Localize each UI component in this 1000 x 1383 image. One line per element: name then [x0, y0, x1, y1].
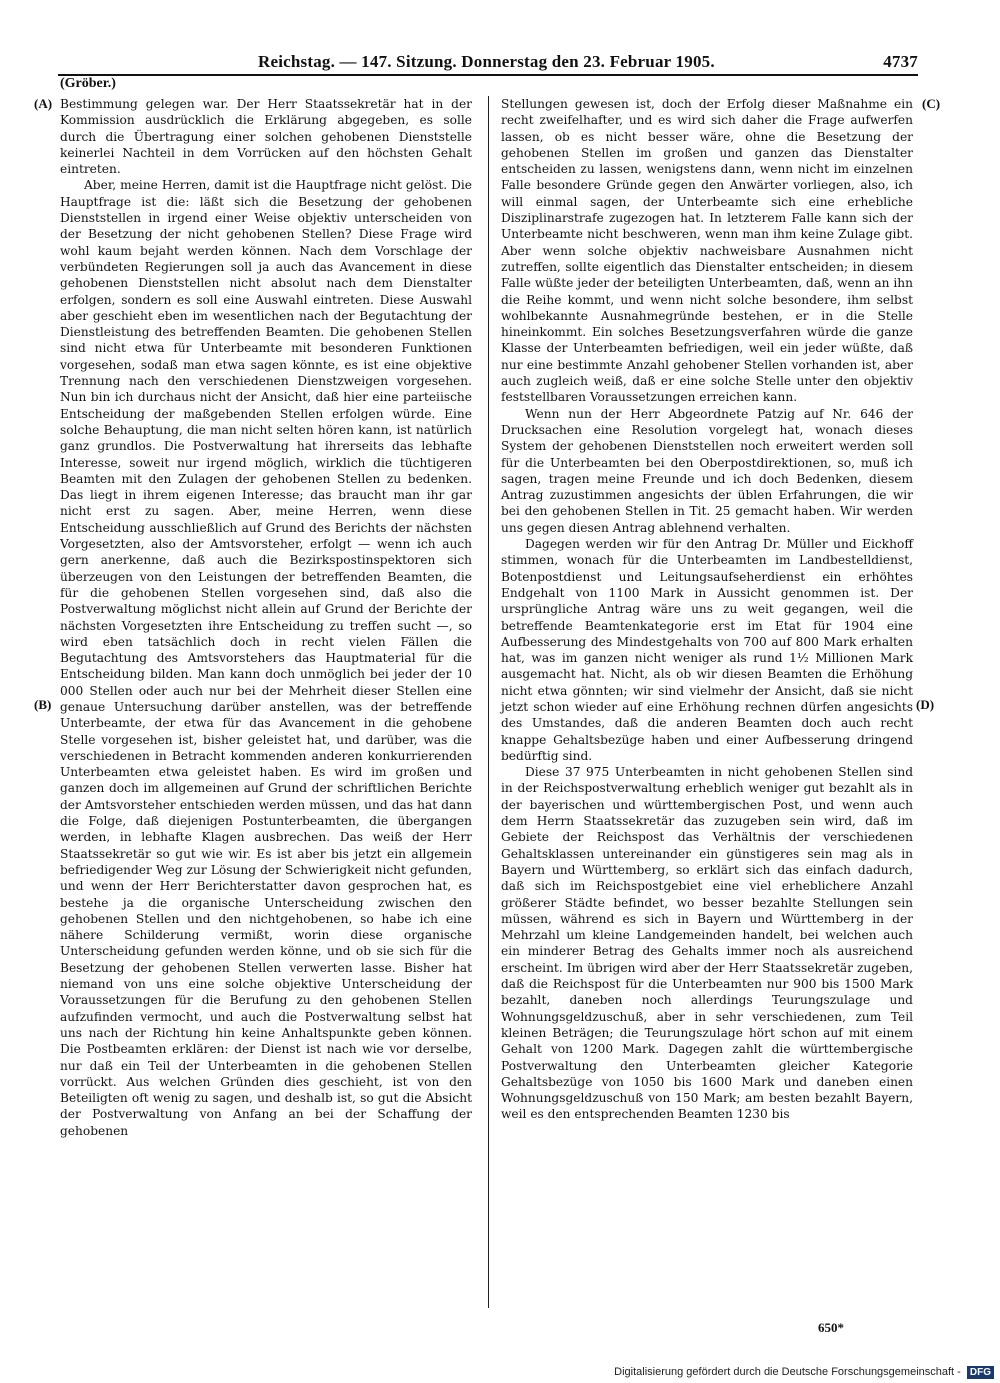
margin-mark-a: (A): [34, 96, 53, 111]
dfg-logo: DFG: [967, 1366, 994, 1379]
margin-mark-b: (B): [34, 697, 52, 712]
right-paragraph-2: Wenn nun der Herr Abgeordnete Patzig auf Nr. 646 der Drucksachen eine Resolution vorgelegt hat, wonach dieses System der gehobenen Dienststellen noch erweitert werden soll für die Unterbeamten bei den Oberpostdirektionen, so, muß ich sagen, tragen meine Freunde und ich doch Bedenken, diesem Antrag zuzustimmen angesichts der üblen Erfahrungen, die wir bei den gehobenen Stellen in Tit. 25 gemacht haben. Wir werden uns gegen diesen Antrag ablehnend verhalten.: [501, 406, 913, 535]
page-header: [58, 52, 918, 74]
right-paragraph-4: Diese 37 975 Unterbeamten in nicht gehobenen Stellen sind in der Reichspostverwaltung erheblich weniger gut bezahlt als in der bayerischen und württembergischen Post, und wenn auch dem Herrn Staatssekretär das zuzugeben sein wird, daß im Gebiete der Reichspost das Verhältnis der verschiedenen Gehaltsklassen untereinander ein günstigeres sein mag als in Bayern und Württemberg, so erklärt sich das einfach dadurch, daß sich im Reichspostgebiet eine viel erheblichere Anzahl größerer Städte befindet, wo besser bezahlte Stellungen sein müssen, während es sich in Bayern und Württemberg in der Mehrzahl um kleine Landgemeinden handelt, bei welchen auch ein minderer Betrag des Gehalts immer noch als ausreichend erscheint. Im übrigen wird aber der Herr Staatssekretär zugeben, daß die Reichspost für die Unterbeamten nur 900 bis 1500 Mark bezahlt, daneben noch allerdings Teurungszulage und Wohnungsgeldzuschuß, aber in sehr verschiedenen, zum Teil kleinen Beträgen; die Teurungszulage hört schon auf mit einem Gehalt von 1200 Mark. Dagegen zahlt die württembergische Postverwaltung den Unterbeamten gleicher Kategorie Gehaltsbezüge von 1050 bis 1600 Mark und daneben einen Wohnungsgeldzuschuß von 150 Mark; am besten bezahlt Bayern, weil es den entsprechenden Beamten 1230 bis: [501, 765, 913, 1122]
signature-mark: 650*: [818, 1320, 844, 1335]
right-paragraph-1: Stellungen gewesen ist, doch der Erfolg dieser Maßnahme ein recht zweifelhafter, und es wird sich daher die Frage aufwerfen lassen, ob es nicht besser wäre, ohne die Besetzung der gehobenen Stellen im großen und ganzen das Dienstalter entscheiden zu lassen, wenigstens dann, wenn nicht im einzelnen Falle besondere Gründe gegen den Anwärter vorliegen, also, ich will einmal sagen, der Unterbeamte sich eine erhebliche Disziplinarstrafe zugezogen hat. In letzterem Falle kann sich der Unterbeamte nicht beschweren, wenn man ihm keine Zulage gibt. Aber wenn solche objektiv nachweisbare Ausnahmen nicht zutreffen, sollte eigentlich das Dienstalter entscheiden; in diesem Falle wüßte jeder der beteiligten Unterbeamten, daß, wenn an ihn die Reihe kommt, und wenn nicht solche besondere, ihm selbst wohlbekannte Ausnahmegründe bestehen, er in die Stelle hineinkommt. Ein solches Besetzungsverfahren würde die ganze Klasse der Unterbeamten befriedigen, weil ein jeder wüßte, daß nur eine bestimmte Anzahl gehobener Stellen vorhanden ist, aber auch zugleich weiß, daß er eine solche Stelle unter den objektiv feststellbaren Voraussetzungen erreichen kann.: [501, 97, 913, 405]
right-column: [501, 96, 913, 1123]
left-paragraph-2: Aber, meine Herren, damit ist die Hauptfrage nicht gelöst. Die Hauptfrage ist die: läßt sich die Besetzung der gehobenen Dienststellen in irgend einer Weise objektiv unterscheiden von der Besetzung der nicht gehobenen Stellen? Diese Frage wird wohl kaum bejaht werden können. Nach dem Vorschlage der verbündeten Regierungen soll ja auch das Avancement in diese gehobenen Dienststellen nicht absolut nach dem Dienstalter erfolgen, sondern es soll eine Auswahl eintreten. Diese Auswahl aber geschieht eben im wesentlichen nach der Begutachtung der Dienstleistung des betreffenden Beamten. Die gehobenen Stellen sind nicht etwa für Unterbeamte mit besonderen Funktionen vorgesehen, sodaß man etwa sagen könnte, es ist eine objektive Trennung nach den verschiedenen Dienstzweigen vorgesehen. Nun bin ich durchaus nicht der Ansicht, daß hier eine parteiische Entscheidung der maßgebenden Stellen erfolgen würde. Eine solche Behauptung, die man nicht selten hören kann, ist natürlich ganz grundlos. Die Postverwaltung hat ihrerseits das lebhafte Interesse, soweit nur irgend möglich, wirklich die tüchtigeren Beamten mit den Zulagen der gehobenen Stellen zu bedenken. Das liegt in ihrem eigenen Interesse; das braucht man ihr gar nicht erst zu sagen. Aber, meine Herren, wenn diese Entscheidung ausschließlich auf Grund des Berichts der nächsten Vorgesetzten, also der Amtsvorsteher, erfolgt — wenn ich auch gern anerkenne, daß auch die Bezirkspostinspektoren sich überzeugen von den Leistungen der betreffenden Beamten, die für die gehobenen Stellen vorgesehen sind, daß also die Postverwaltung möglichst nicht allein auf Grund der Berichte der nächsten Vorgesetzten ihre Entscheidung zu treffen sucht —, so wird eben tatsächlich doch in recht vielen Fällen die Begutachtung des Amtsvorstehers das Hauptmaterial für die Entscheidung bilden. Man kann doch unmöglich bei jeder der 10 000 Stellen oder auch nur bei der Mehrheit dieser Stellen eine genaue Untersuchung darüber anstellen, was der betreffende Unterbeamte, der etwa für das Avancement in die gehobene Stelle vorgesehen ist, bisher geleistet hat, und darüber, was die verschiedenen in Betracht kommenden anderen konkurrierenden Unterbeamten etwa geleistet haben. Es wird im großen und ganzen doch im allgemeinen auf Grund der schriftlichen Berichte der Amtsvorsteher entschieden werden müssen, und das hat dann die Folge, daß diejenigen Postunterbeamten, die übergangen werden, in lebhafte Klagen ausbrechen. Das weiß der Herr Staatssekretär so gut wie wir. Es ist aber bis jetzt ein allgemein befriedigender Weg zur Lösung der Schwierigkeit nicht gefunden, und wenn der Herr Berichterstatter davon gesprochen hat, es bestehe ja die organische Unterscheidung zwischen den gehobenen Stellen und den nichtgehobenen, so habe ich eine nähere Schilderung vermißt, worin diese organische Unterscheidung gefunden werden könne, und ob sie sich für die Besetzung der gehobenen Stellen verwerten lasse. Bisher hat niemand von uns eine solche objektive Unterscheidung der Voraussetzungen für die Berufung zu den gehobenen Stellen aufzufinden vermocht, und auch die Postverwaltung selbst hat uns nach der Richtung hin keine Anhaltspunkte geben können. Die Postbeamten erklären: der Dienst ist nach wie vor derselbe, nur daß ein Teil der Unterbeamten in die gehobenen Stellen vorrückt. Aus welchen Gründen dies geschieht, ist von den Beteiligten oft wenig zu sagen, und deshalb ist, so gut die Absicht der Postverwaltung von Anfang an bei der Schaffung der gehobenen: [60, 178, 472, 1138]
header-rule: [58, 74, 918, 76]
margin-mark-d: (D): [916, 697, 935, 712]
header-title: Reichstag. — 147. Sitzung. Donnerstag den 23. Februar 1905.: [258, 52, 715, 71]
speaker-label: (Gröber.): [60, 76, 116, 91]
column-divider: [488, 96, 489, 1308]
footer-text: Digitalisierung gefördert durch die Deutsche Forschungsgemeinschaft -: [614, 1366, 961, 1378]
footer: [614, 1366, 994, 1379]
left-column: [60, 96, 472, 1139]
left-paragraph-1: Bestimmung gelegen war. Der Herr Staatssekretär hat in der Kommission ausdrücklich die Erklärung abgegeben, es solle durch die Übertragung einer solchen gehobenen Dienststelle keinerlei Nachteil in dem Vorrücken auf den höchsten Gehalt eintreten.: [60, 97, 472, 177]
page-number: 4737: [883, 52, 918, 71]
right-paragraph-3: Dagegen werden wir für den Antrag Dr. Müller und Eickhoff stimmen, wonach für die Unterbeamten im Landbestelldienst, Botenpostdienst und Leitungsaufseherdienst ein erhöhtes Endgehalt von 1100 Mark in Aussicht genommen ist. Der ursprüngliche Antrag wäre uns zu weit gegangen, weil die betreffende Beamtenkategorie erst im Etat für 1904 eine Aufbesserung des Mindestgehalts von 700 auf 800 Mark erhalten hat, was im ganzen nicht weniger als rund 1½ Millionen Mark ausgemacht hat. Nicht, als ob wir diesen Beamten die Erhöhung nicht etwa gönnten; wir sind vielmehr der Ansicht, daß sie nicht jetzt schon wieder auf eine Erhöhung rechnen dürfen angesichts des Umstandes, daß die anderen Beamten doch auch recht knappe Gehaltsbezüge haben und einer Aufbesserung dringend bedürftig sind.: [501, 537, 913, 763]
margin-mark-c: (C): [922, 96, 941, 111]
